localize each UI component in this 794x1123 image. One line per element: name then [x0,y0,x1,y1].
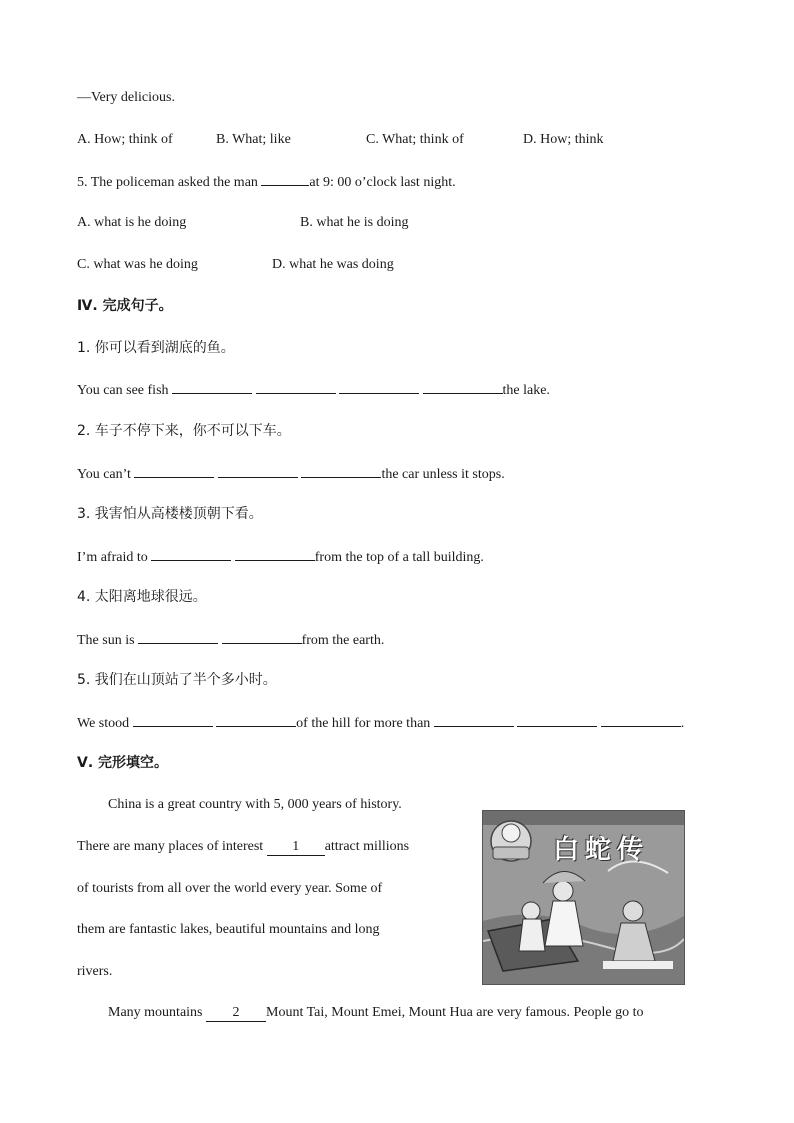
s4-item5-before: We stood [77,716,133,731]
para1-line2-before: There are many places of interest [77,839,267,854]
answer-blank[interactable] [301,463,381,478]
q5-stem [77,171,456,193]
s4-item4-en [77,629,384,651]
section4-heading: Ⅳ. 完成句子。 [77,298,173,314]
q5-stem-after: at 9: 00 o’clock last night. [309,175,456,190]
s4-item5-en [77,712,684,734]
q5-option-d: D. what he was doing [272,257,394,272]
para1-line4: them are fantastic lakes, beautiful mountains and long [77,922,380,937]
cloze-paragraph-2 [108,1003,643,1023]
answer-blank[interactable] [434,712,514,727]
s4-item1-en [77,379,550,401]
s4-item1-cn: 1. 你可以看到湖底的鱼。 [77,340,235,356]
para1-line5: rivers. [77,964,113,979]
q4-option-b: B. What; like [216,132,291,147]
para2-before: Many mountains [108,1005,206,1020]
answer-blank[interactable] [517,712,597,727]
section5-heading: Ⅴ. 完形填空。 [77,755,169,771]
q5-stem-before: 5. The policeman asked the man [77,175,262,190]
s4-item4-after: from the earth. [301,633,385,648]
answer-blank[interactable] [134,463,214,478]
para1-line2-after: attract millions [324,839,410,854]
illustration-title: 白蛇传 [553,835,650,865]
q4-answer-line: —Very delicious. [77,90,175,105]
q4-option-d: D. How; think [523,132,604,147]
s4-item1-after: the lake. [502,383,550,398]
answer-blank[interactable] [423,379,503,394]
s4-item5-mid: of the hill for more than [296,716,434,731]
para2-after: Mount Tai, Mount Emei, Mount Hua are very famous. People go to [266,1005,644,1020]
answer-blank[interactable] [222,629,302,644]
q4-option-c: C. What; think of [366,132,464,147]
s4-item4-cn: 4. 太阳离地球很远。 [77,589,207,605]
s4-item3-cn: 3. 我害怕从高楼楼顶朝下看。 [77,506,263,522]
answer-blank[interactable] [339,379,419,394]
s4-item3-en [77,546,484,568]
cloze-blank-2[interactable]: 2 [206,1005,266,1022]
s4-item3-after: from the top of a tall building. [314,550,484,565]
answer-blank[interactable] [256,379,336,394]
s4-item5-after: . [680,716,685,731]
para1-line3: of tourists from all over the world every year. Some of [77,881,383,896]
s4-item2-before: You can’t [77,467,135,482]
answer-blank[interactable] [172,379,252,394]
answer-blank[interactable] [601,712,681,727]
q4-option-a: A. How; think of [77,132,173,147]
q5-option-b: B. what he is doing [300,215,409,230]
answer-blank[interactable] [138,629,218,644]
q5-blank[interactable] [261,171,309,186]
q5-option-a: A. what is he doing [77,215,187,230]
answer-blank[interactable] [235,546,315,561]
answer-blank[interactable] [218,463,298,478]
para1-line1: China is a great country with 5, 000 years of history. [108,797,402,812]
cloze-blank-1[interactable]: 1 [267,839,325,856]
q5-option-c: C. what was he doing [77,257,198,272]
s4-item5-cn: 5. 我们在山顶站了半个多小时。 [77,672,277,688]
answer-blank[interactable] [151,546,231,561]
story-illustration [482,810,685,985]
s4-item1-before: You can see fish [77,383,173,398]
answer-blank[interactable] [216,712,296,727]
s4-item4-before: The sun is [77,633,139,648]
s4-item3-before: I’m afraid to [77,550,152,565]
para1-line2 [77,837,409,857]
s4-item2-en [77,463,505,485]
s4-item2-cn: 2. 车子不停下来，你不可以下车。 [77,423,291,439]
answer-blank[interactable] [133,712,213,727]
s4-item2-after: the car unless it stops. [381,467,505,482]
